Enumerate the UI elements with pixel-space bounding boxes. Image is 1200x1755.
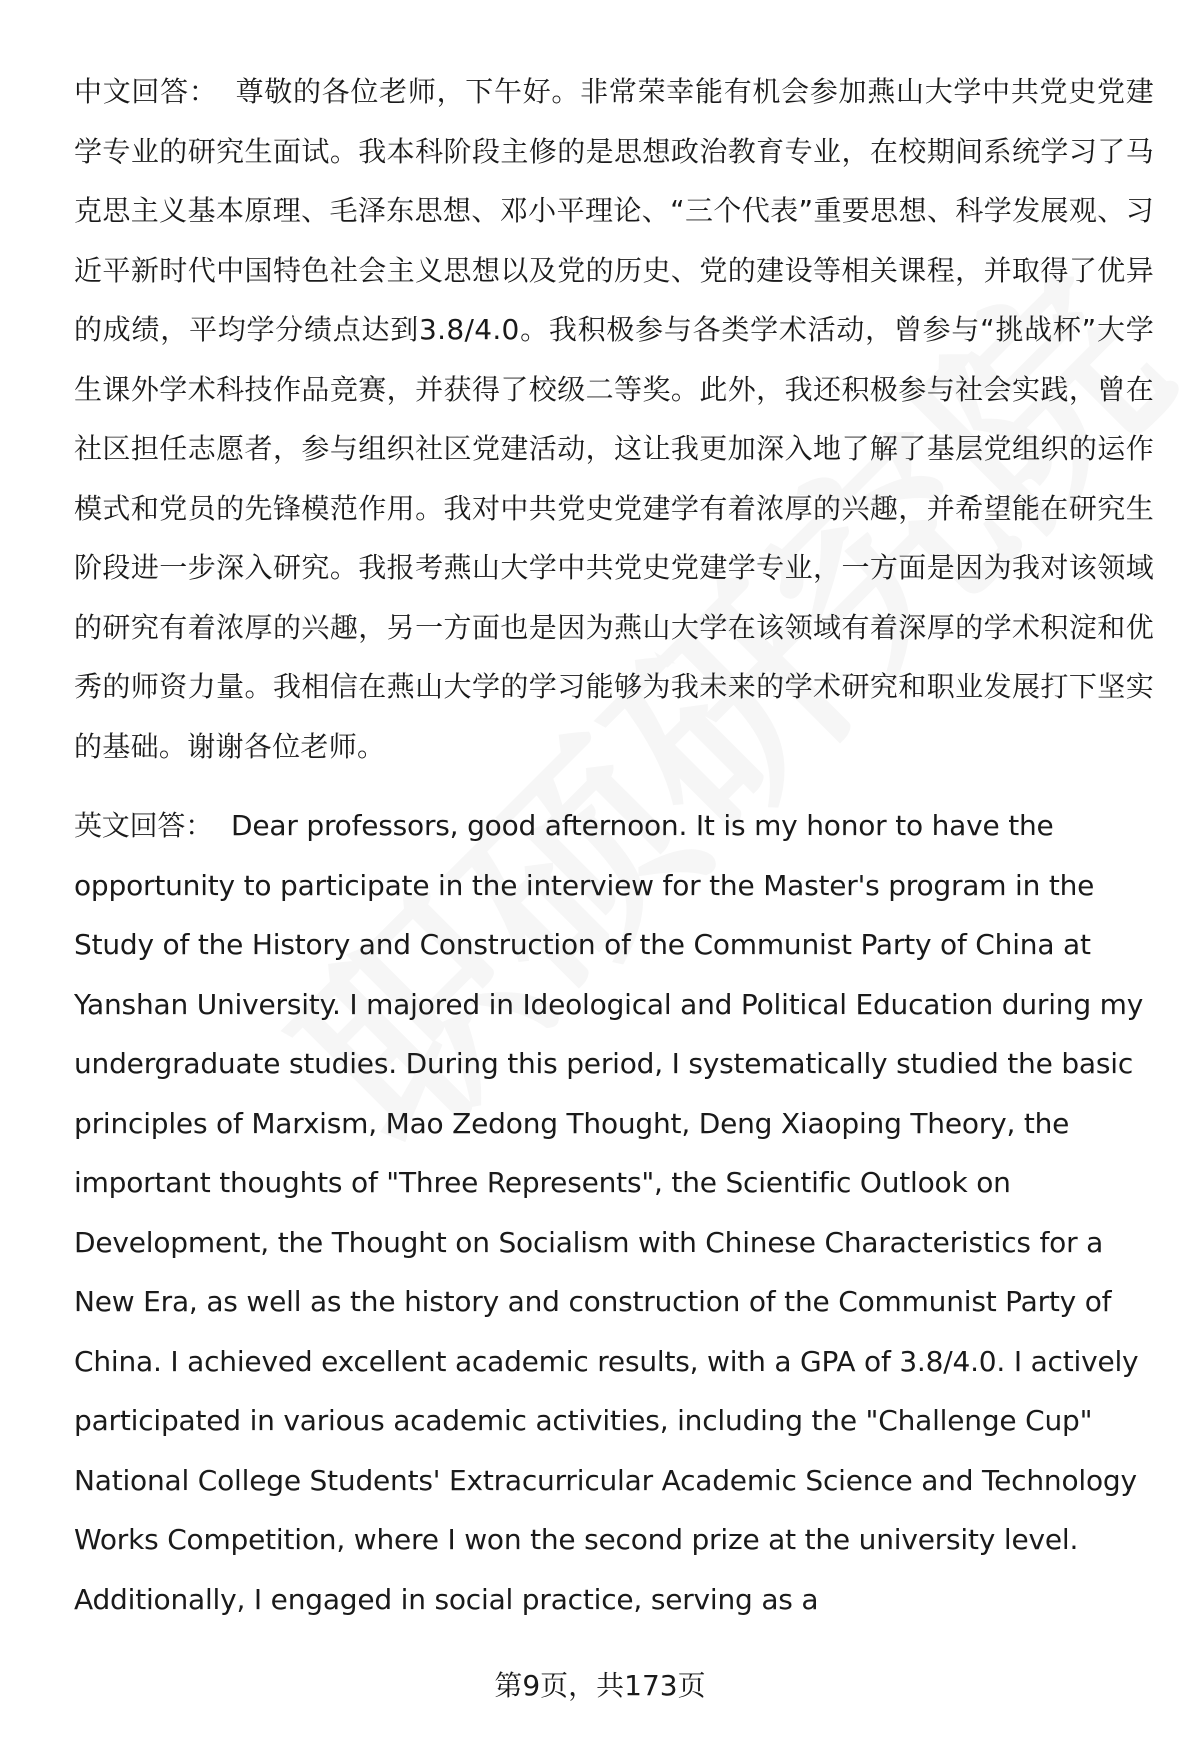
chinese-answer-text: 尊敬的各位老师，下午好。非常荣幸能有机会参加燕山大学中共党史党建学专业的研究生面试。我本科阶段主修的是思想政治教育专业，在校期间系统学习了马克思主义基本原理、毛泽东思想、邓小平理论、“三个代表”重要思想、科学发展观、习近平新时代中国特色社会主义思想以及党的历史、党的建设等相关课程，并取得了优异的成绩，平均学分绩点达到3.8/4.0。我积极参与各类学术活动，曾参与“挑战杯”大学生课外学术科技作品竞赛，并获得了校级二等奖。此外，我还积极参与社会实践，曾在社区担任志愿者，参与组织社区党建活动，这让我更加深入地了解了基层党组织的运作模式和党员的先锋模范作用。我对中共党史党建学有着浓厚的兴趣，并希望能在研究生阶段进一步深入研究。我报考燕山大学中共党史党建学专业，一方面是因为我对该领域的研究有着浓厚的兴趣，另一方面也是因为燕山大学在该领域有着深厚的学术积淀和优秀的师资力量。我相信在燕山大学的学习能够为我未来的学术研究和职业发展打下坚实的基础。谢谢各位老师。 (74, 75, 1154, 763)
page-footer (0, 1666, 1200, 1706)
page-content (74, 62, 1154, 1629)
chinese-answer-paragraph (74, 62, 1154, 776)
english-answer-label: 英文回答： (74, 809, 214, 842)
chinese-answer-label: 中文回答： (74, 75, 218, 108)
english-answer-paragraph (74, 796, 1154, 1629)
page-indicator: 第9页，共173页 (494, 1669, 706, 1702)
english-answer-text: Dear professors, good afternoon. It is my honor to have the opportunity to participate in the interview for the Master's program in the Study of the History and Construction of the Communist Party of China at Yanshan University. I majored in Ideological and Political Education during my undergraduate studies. During this period, I systematically studied the basic principles of Marxism, Mao Zedong Thought, Deng Xiaoping Theory, the important thoughts of "Three Represents", the Scientific Outlook on Development, the Thought on Socialism with Chinese Characteristics for a New Era, as well as the history and construction of the Communist Party of China. I achieved excellent academic results, with a GPA of 3.8/4.0. I actively participated in various academic activities, including the "Challenge Cup" National College Students' Extracurricular Academic Science and Technology Works Competition, where I won the second prize at the university level. Additionally, I engaged in social practice, serving as a (74, 809, 1144, 1616)
